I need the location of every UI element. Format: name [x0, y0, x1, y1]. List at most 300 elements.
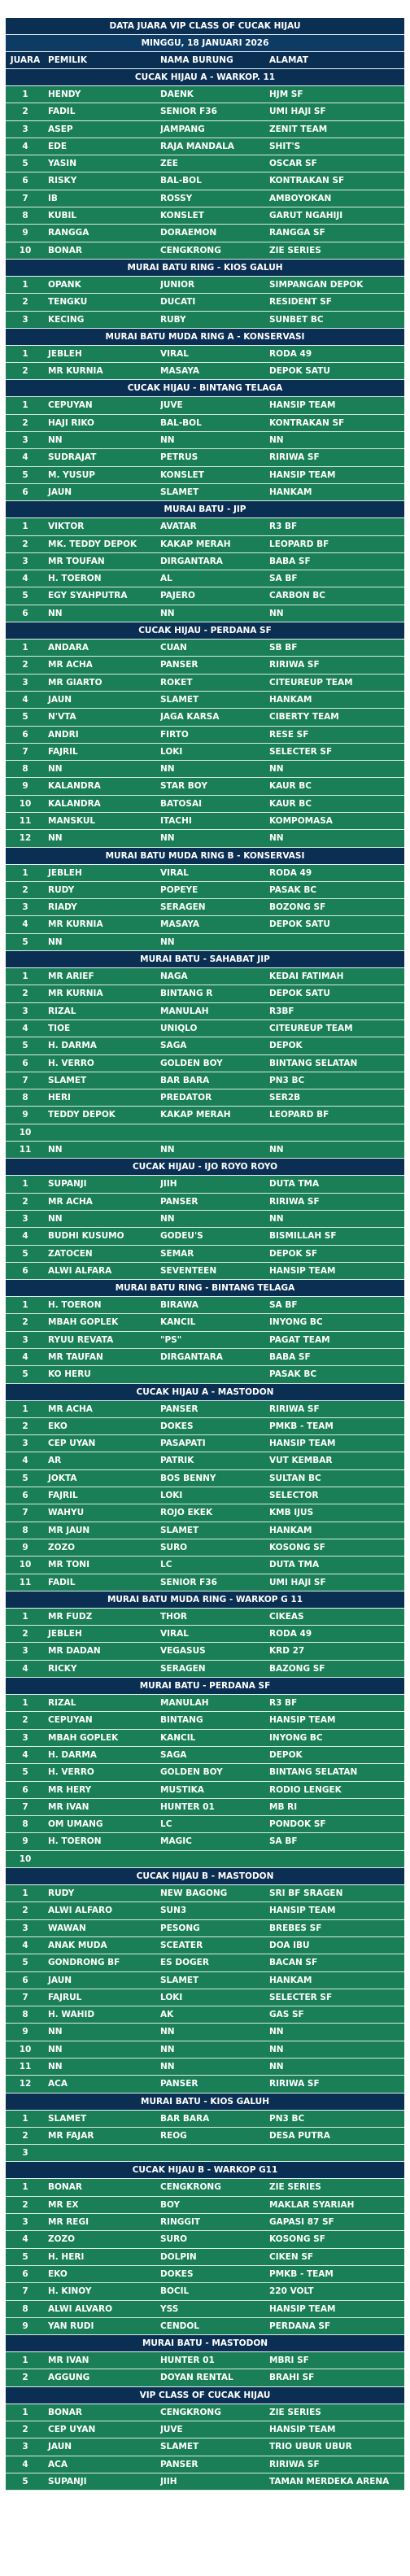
result-row	[6, 1297, 404, 1314]
club-cell: NN	[269, 2061, 284, 2072]
rank-cell: 6	[22, 608, 28, 618]
rank-cell: 5	[22, 469, 28, 480]
rank-cell: 2	[22, 884, 28, 895]
result-row	[6, 2145, 404, 2162]
owner-cell: FAJRIL	[48, 746, 78, 757]
result-row	[6, 1452, 404, 1469]
result-row	[6, 1314, 404, 1331]
bird-name-cell: ROSSY	[160, 193, 193, 203]
owner-cell: MR KURNIA	[48, 366, 103, 377]
rank-cell: 8	[22, 2303, 28, 2314]
club-cell: ZIE SERIES	[269, 245, 321, 255]
rank-cell: 5	[22, 1248, 28, 1259]
owner-cell: YAN RUDI	[48, 2321, 94, 2331]
result-row	[6, 1661, 404, 1678]
bird-name-cell: BIRAWA	[160, 1300, 198, 1311]
rank-cell: 4	[22, 2234, 28, 2245]
result-row	[6, 2024, 404, 2041]
owner-cell: MR REGI	[48, 2217, 89, 2228]
rank-cell: 4	[22, 2459, 28, 2469]
bird-name-cell: HUNTER 01	[160, 1801, 215, 1812]
result-row	[6, 675, 404, 692]
owner-cell: ALWI ALVARO	[48, 2303, 113, 2314]
rank-cell: 10	[19, 1853, 32, 1864]
bird-name-cell: MUSTIKA	[160, 1784, 204, 1795]
club-cell: NN	[269, 1213, 284, 1224]
bird-name-cell: KANCIL	[160, 1317, 196, 1328]
owner-cell: FADIL	[48, 1577, 76, 1587]
club-cell: BACAN SF	[269, 1958, 318, 1968]
result-row	[6, 518, 404, 535]
bird-name-cell: JUVE	[160, 400, 183, 411]
bird-name-cell: VIRAL	[160, 1629, 189, 1639]
result-row	[6, 968, 404, 985]
club-cell: CITEUREUP TEAM	[269, 1023, 353, 1033]
rank-cell: 2	[22, 2130, 28, 2141]
bird-name-cell: LOKI	[160, 746, 183, 757]
result-row	[6, 2231, 404, 2248]
rank-cell: 4	[22, 1231, 28, 1242]
club-cell: NN	[269, 2044, 284, 2054]
owner-cell: RUDY	[48, 1888, 75, 1899]
rank-cell: 6	[22, 176, 28, 186]
bird-name-cell: PANSER	[160, 1404, 198, 1414]
column-header-rank: JUARA	[10, 55, 41, 65]
bird-name-cell: PATRIK	[160, 1456, 194, 1466]
result-row	[6, 1799, 404, 1816]
bird-name-cell: NN	[160, 608, 175, 618]
bird-name-cell: SURO	[160, 2234, 188, 2245]
section-title: MURAI BATU MUDA RING A - KONSERVASI	[6, 329, 404, 346]
bird-name-cell: BOS BENNY	[160, 1473, 216, 1483]
result-row	[6, 397, 404, 414]
rank-cell: 1	[22, 2113, 28, 2124]
owner-cell: OPANK	[48, 279, 81, 290]
rank-cell: 3	[22, 677, 28, 688]
club-cell: RODA 49	[269, 1629, 312, 1639]
owner-cell: H. VERRO	[48, 1767, 94, 1778]
owner-cell: MR DADAN	[48, 1646, 101, 1657]
club-cell: RODIO LENGEK	[269, 1784, 342, 1795]
club-cell: KRD 27	[269, 1646, 305, 1657]
rank-cell: 7	[22, 1508, 28, 1518]
result-row	[6, 640, 404, 657]
owner-cell: ANAK MUDA	[48, 1940, 107, 1950]
result-row	[6, 1764, 404, 1781]
rank-cell: 8	[22, 764, 28, 775]
club-cell: HANSIP TEAM	[269, 1906, 336, 1916]
bird-name-cell: SENIOR F36	[160, 1577, 217, 1587]
rank-cell: 3	[22, 2217, 28, 2228]
club-cell: UMI HAJI SF	[269, 107, 326, 117]
rank-cell: 4	[22, 1663, 28, 1674]
rank-cell: 10	[19, 2044, 32, 2054]
owner-cell: CEPUYAN	[48, 400, 93, 411]
owner-cell: SUPANJI	[48, 2476, 87, 2486]
result-row	[6, 2059, 404, 2076]
rank-cell: 1	[22, 400, 28, 411]
club-cell: NN	[269, 435, 284, 446]
owner-cell: MR TONI	[48, 1560, 89, 1570]
result-row	[6, 778, 404, 795]
rank-cell: 12	[19, 2079, 32, 2089]
bird-name-cell: JUNIOR	[160, 279, 195, 290]
bird-name-cell: ROKET	[160, 677, 193, 688]
result-row	[6, 2404, 404, 2421]
bird-name-cell: BINTANG R	[160, 989, 213, 999]
owner-cell: RANGGA	[48, 228, 89, 238]
result-row	[6, 2179, 404, 2196]
result-row	[6, 2352, 404, 2369]
result-row	[6, 1902, 404, 1919]
owner-cell: OM UMANG	[48, 1819, 103, 1830]
owner-cell: NN	[48, 2061, 63, 2072]
rank-cell: 2	[22, 660, 28, 670]
result-row	[6, 761, 404, 778]
bird-name-cell: NN	[160, 1145, 175, 1155]
club-cell: MAKLAR SYARIAH	[269, 2199, 355, 2210]
result-row	[6, 2214, 404, 2231]
owner-cell: RIZAL	[48, 1006, 76, 1016]
rank-cell: 2	[22, 417, 28, 428]
result-row	[6, 1954, 404, 1971]
result-row	[6, 1712, 404, 1729]
result-row	[6, 432, 404, 449]
owner-cell: EKO	[48, 1421, 68, 1431]
result-row	[6, 2421, 404, 2438]
club-cell: RIRIWA SF	[269, 660, 320, 670]
owner-cell: SUPANJI	[48, 1179, 87, 1190]
result-row	[6, 225, 404, 242]
club-cell: KEDAI FATIMAH	[269, 971, 344, 982]
owner-cell: ALWI ALFARA	[48, 1265, 112, 1276]
result-row	[6, 1833, 404, 1850]
owner-cell: ACA	[48, 2459, 68, 2469]
rank-cell: 3	[22, 1923, 28, 1933]
owner-cell: H. VERRO	[48, 1058, 94, 1068]
rank-cell: 6	[22, 1058, 28, 1068]
rank-cell: 9	[22, 1110, 28, 1120]
bird-name-cell: LC	[160, 1819, 172, 1830]
result-row	[6, 744, 404, 761]
club-cell: RODA 49	[269, 348, 312, 359]
result-row	[6, 1366, 404, 1383]
bird-name-cell: GOLDEN BOY	[160, 1058, 223, 1068]
club-cell: RESIDENT SF	[269, 297, 332, 308]
owner-cell: MR ARIEF	[48, 971, 94, 982]
rank-cell: 3	[22, 1334, 28, 1345]
owner-cell: KECING	[48, 314, 85, 325]
bird-name-cell: NN	[160, 1213, 175, 1224]
bird-name-cell: VIRAL	[160, 867, 189, 878]
result-row	[6, 1037, 404, 1054]
bird-name-cell: GOLDEN BOY	[160, 1767, 223, 1778]
owner-cell: VIKTOR	[48, 522, 85, 532]
club-cell: KMB IJUS	[269, 1508, 314, 1518]
club-cell: HANKAM	[269, 1975, 312, 1985]
club-cell: SHIT'S	[269, 141, 301, 151]
result-row	[6, 1418, 404, 1435]
rank-cell: 2	[22, 1906, 28, 1916]
club-cell	[269, 1124, 404, 1141]
rank-cell: 2	[22, 539, 28, 549]
bird-name-cell: RUBY	[160, 314, 186, 325]
club-cell: RODA 49	[269, 867, 312, 878]
rank-cell: 2	[22, 2373, 28, 2383]
owner-cell: NN	[48, 1145, 63, 1155]
rank-cell: 11	[19, 2061, 32, 2072]
owner-cell: NN	[48, 833, 63, 844]
result-row	[6, 86, 404, 103]
result-row	[6, 727, 404, 744]
owner-cell: BUDHI KUSUMO	[48, 1231, 124, 1242]
section-title: MURAI BATU - KIOS GALUH	[6, 2094, 404, 2111]
owner-cell: H. TOERON	[48, 574, 102, 584]
club-cell	[269, 2145, 404, 2161]
result-row	[6, 1989, 404, 2006]
rank-cell: 7	[22, 1075, 28, 1085]
rank-cell: 8	[22, 1525, 28, 1535]
owner-cell: BONAR	[48, 2182, 82, 2193]
result-row	[6, 657, 404, 674]
bird-name-cell: NN	[160, 764, 175, 775]
bird-name-cell: NN	[160, 2061, 175, 2072]
owner-cell: MR IVAN	[48, 2356, 89, 2366]
bird-name-cell: CENGKRONG	[160, 245, 221, 255]
bird-name-cell: DUCATI	[160, 297, 196, 308]
result-row	[6, 1194, 404, 1211]
result-row	[6, 692, 404, 709]
result-row	[6, 172, 404, 190]
rank-cell: 1	[22, 1404, 28, 1414]
club-cell: CITEUREUP TEAM	[269, 677, 353, 688]
rank-cell: 3	[22, 1213, 28, 1224]
rank-cell: 5	[22, 712, 28, 723]
owner-cell: NN	[48, 435, 63, 446]
owner-cell: JEBLEH	[48, 867, 82, 878]
section-title: MURAI BATU - JIP	[6, 501, 404, 518]
owner-cell	[45, 1851, 160, 1867]
club-cell: RANGGA SF	[269, 228, 325, 238]
bird-name-cell: BAR BARA	[160, 2113, 210, 2124]
result-row	[6, 1972, 404, 1989]
result-row	[6, 1574, 404, 1591]
club-cell: MBRI SF	[269, 2356, 309, 2366]
section-title: MURAI BATU - SAHABAT JIP	[6, 951, 404, 968]
result-row	[6, 916, 404, 933]
owner-cell: FAJRUL	[48, 1992, 82, 2002]
rank-cell: 1	[22, 348, 28, 359]
club-cell: CIBERTY TEAM	[269, 712, 339, 723]
owner-cell: HENDY	[48, 90, 81, 99]
owner-cell: GONDRONG BF	[48, 1958, 120, 1968]
bird-name-cell: DORAEMON	[160, 228, 217, 238]
club-cell: VUT KEMBAR	[269, 1456, 333, 1466]
rank-cell: 9	[22, 1542, 28, 1552]
rank-cell: 4	[22, 694, 28, 705]
result-row	[6, 1730, 404, 1747]
club-cell: NN	[269, 2027, 284, 2037]
result-row	[6, 2128, 404, 2145]
rank-cell: 2	[22, 1421, 28, 1431]
rank-cell: 2	[22, 366, 28, 377]
club-cell: AMBOYOKAN	[269, 193, 332, 203]
owner-cell: H. KINOY	[48, 2286, 92, 2297]
club-cell: SB BF	[269, 643, 298, 653]
rank-cell: 1	[22, 2356, 28, 2366]
club-cell: ZIE SERIES	[269, 2182, 321, 2193]
result-row	[6, 2266, 404, 2283]
result-row	[6, 190, 404, 207]
rank-cell: 10	[19, 798, 32, 809]
result-row	[6, 2111, 404, 2128]
club-cell: PMKB - TEAM	[269, 1421, 334, 1431]
club-cell: PN3 BC	[269, 2113, 305, 2124]
bird-name-cell: SAGA	[160, 1041, 187, 1051]
club-cell: R3BF	[269, 1006, 294, 1016]
club-cell: DOA IBU	[269, 1940, 310, 1950]
rank-cell: 7	[22, 1801, 28, 1812]
rank-cell: 1	[22, 867, 28, 878]
rank-cell: 1	[22, 1300, 28, 1311]
rank-cell: 5	[22, 1473, 28, 1483]
club-cell: BOZONG SF	[269, 902, 326, 913]
bird-name-cell: VEGASUS	[160, 1646, 206, 1657]
owner-cell: KALANDRA	[48, 781, 101, 792]
bird-name-cell: KANCIL	[160, 1732, 196, 1743]
bird-name-cell: SEMAR	[160, 1248, 194, 1259]
owner-cell: KO HERU	[48, 1369, 91, 1380]
owner-cell: MBAH GOPLEK	[48, 1317, 119, 1328]
club-cell: LEOPARD BF	[269, 1110, 329, 1120]
bird-name-cell: ZEE	[160, 159, 178, 169]
owner-cell: N'VTA	[48, 712, 76, 723]
results-sheet	[6, 0, 404, 2491]
owner-cell: ANDRI	[48, 729, 79, 740]
owner-cell: TIOE	[48, 1023, 71, 1033]
club-cell: DEPOK SATU	[269, 919, 330, 930]
club-cell: BREBES SF	[269, 1923, 322, 1933]
result-row	[6, 1142, 404, 1159]
rank-cell: 5	[22, 1041, 28, 1051]
owner-cell: MR ACHA	[48, 660, 93, 670]
bird-name-cell: LOKI	[160, 1491, 183, 1501]
owner-cell: MR ACHA	[48, 1404, 93, 1414]
result-row	[6, 813, 404, 830]
result-row	[6, 1470, 404, 1487]
bird-name-cell: PANSER	[160, 2459, 198, 2469]
owner-cell: MR FUDZ	[48, 1611, 93, 1622]
bird-name-cell: AK	[160, 2010, 174, 2020]
rank-cell: 5	[22, 937, 28, 947]
bird-name-cell: NN	[160, 937, 175, 947]
rank-cell: 2	[22, 2425, 28, 2435]
owner-cell: MANSKUL	[48, 815, 96, 826]
owner-cell: MR KURNIA	[48, 989, 103, 999]
rank-cell: 11	[19, 1145, 32, 1155]
rank-cell: 1	[22, 2182, 28, 2193]
rank-cell: 3	[22, 1732, 28, 1743]
owner-cell: H. DARMA	[48, 1041, 97, 1051]
owner-cell: CEP UYAN	[48, 2425, 96, 2435]
club-cell	[269, 934, 404, 950]
bird-name-cell: FIRTO	[160, 729, 189, 740]
club-cell: SA BF	[269, 1300, 298, 1311]
result-row	[6, 865, 404, 882]
rank-cell: 10	[19, 1560, 32, 1570]
bird-name-cell: JUVE	[160, 2425, 183, 2435]
bird-name-cell: STAR BOY	[160, 781, 207, 792]
bird-name-cell: KONSLET	[160, 211, 204, 221]
rank-cell: 3	[22, 1006, 28, 1016]
result-row	[6, 1747, 404, 1764]
rank-cell: 10	[19, 1127, 32, 1137]
club-cell: RESE SF	[269, 729, 309, 740]
result-row	[6, 1107, 404, 1124]
owner-cell: JEBLEH	[48, 348, 82, 359]
owner-cell: IB	[48, 193, 58, 203]
club-cell: BINTANG SELATAN	[269, 1058, 358, 1068]
owner-cell: SLAMET	[48, 1075, 87, 1085]
result-row	[6, 553, 404, 570]
result-row	[6, 587, 404, 605]
club-cell: RIRIWA SF	[269, 1404, 320, 1414]
club-cell: GARUT NGAHIJI	[269, 211, 343, 221]
owner-cell: RUDY	[48, 884, 75, 895]
rank-cell: 8	[22, 1819, 28, 1830]
result-row	[6, 2197, 404, 2214]
bird-name-cell: SERAGEN	[160, 1663, 206, 1674]
owner-cell: NN	[48, 2027, 63, 2037]
result-row	[6, 1522, 404, 1539]
result-row	[6, 882, 404, 899]
owner-cell: JAUN	[48, 2442, 72, 2452]
club-cell: SA BF	[269, 574, 298, 584]
result-row	[6, 2438, 404, 2456]
column-header-owner: PEMILIK	[48, 55, 87, 65]
bird-name-cell	[160, 1366, 269, 1382]
owner-cell: SUDRAJAT	[48, 452, 97, 463]
section-title: CUCAK HIJAU - BINTANG TELAGA	[6, 380, 404, 397]
rank-cell: 9	[22, 1836, 28, 1847]
result-row	[6, 1782, 404, 1799]
owner-cell: JAUN	[48, 694, 72, 705]
owner-cell: EGY SYAHPUTRA	[48, 591, 128, 601]
club-cell: HANKAM	[269, 694, 312, 705]
club-cell: MB RI	[269, 1801, 298, 1812]
club-cell: DEPOK	[269, 1749, 303, 1760]
rank-cell: 2	[22, 1715, 28, 1726]
rank-cell: 6	[22, 729, 28, 740]
bird-name-cell: SCEATER	[160, 1940, 203, 1950]
owner-cell: MR EX	[48, 2199, 79, 2210]
bird-name-cell: POPEYE	[160, 884, 198, 895]
owner-cell: KALANDRA	[48, 798, 101, 809]
rank-cell: 6	[22, 1784, 28, 1795]
bird-name-cell: THOR	[160, 1611, 187, 1622]
rank-cell: 1	[22, 90, 28, 99]
result-row	[6, 830, 404, 847]
bird-name-cell: BOCIL	[160, 2286, 190, 2297]
result-row	[6, 1885, 404, 1902]
bird-name-cell: PANSER	[160, 1196, 198, 1207]
club-cell: KAUR BC	[269, 781, 312, 792]
owner-cell: MR GIARTO	[48, 677, 102, 688]
result-row	[6, 536, 404, 553]
section-title: CUCAK HIJAU B - MASTODON	[6, 1868, 404, 1885]
section-title: MURAI BATU MUDA RING B - KONSERVASI	[6, 848, 404, 865]
rank-cell: 3	[22, 2442, 28, 2452]
